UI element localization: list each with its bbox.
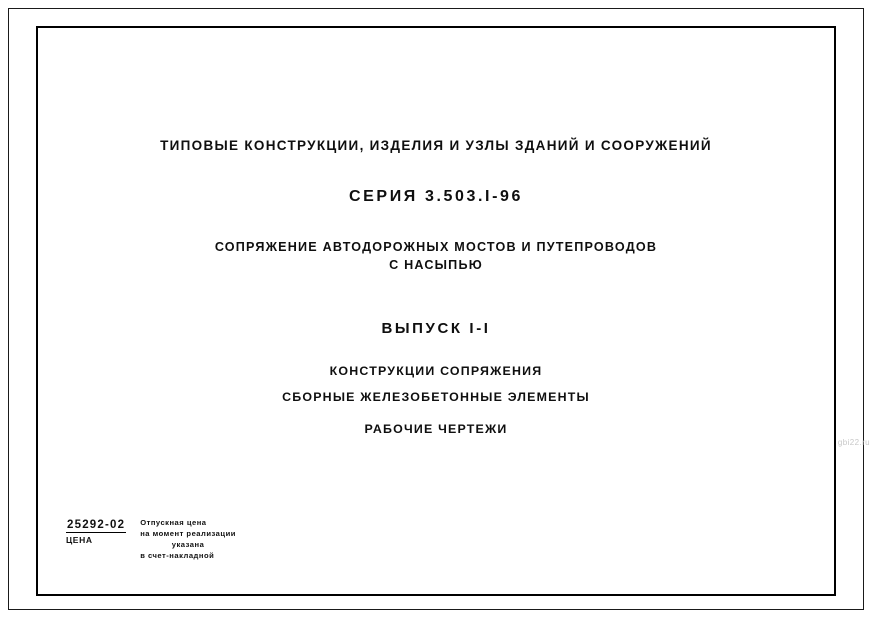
part-line-2: СБОРНЫЕ ЖЕЛЕЗОБЕТОННЫЕ ЭЛЕМЕНТЫ (282, 390, 590, 404)
issue-number: ВЫПУСК I-I (381, 320, 491, 337)
price-note-line-3: указана (171, 540, 205, 549)
series-heading: ТИПОВЫЕ КОНСТРУКЦИИ, ИЗДЕЛИЯ И УЗЛЫ ЗДАНИЙ И СООРУЖЕНИЙ (160, 138, 712, 153)
series-number: СЕРИЯ 3.503.I-96 (349, 188, 523, 205)
price-note-line-4: в счет-накладной (140, 551, 215, 560)
part-line-3: РАБОЧИЕ ЧЕРТЕЖИ (364, 422, 508, 436)
subject-line-1: СОПРЯЖЕНИЕ АВТОДОРОЖНЫХ МОСТОВ И ПУТЕПРОВОДОВ (214, 240, 658, 254)
watermark-text: gbi22.ru (837, 438, 870, 447)
part-line-1: КОНСТРУКЦИИ СОПРЯЖЕНИЯ (329, 364, 543, 378)
price-note-line-2: на момент реализации (140, 529, 236, 538)
price-code: 25292-02 (67, 519, 126, 531)
price-stamp (66, 517, 236, 560)
drawing-frame-border (36, 26, 836, 596)
subject-line-2: С НАСЫПЬЮ (389, 258, 483, 272)
price-code-label: ЦЕНА (66, 535, 93, 545)
price-note-line-1: Отпускная цена (140, 518, 207, 527)
price-code-group (66, 517, 126, 545)
price-note (140, 517, 236, 560)
